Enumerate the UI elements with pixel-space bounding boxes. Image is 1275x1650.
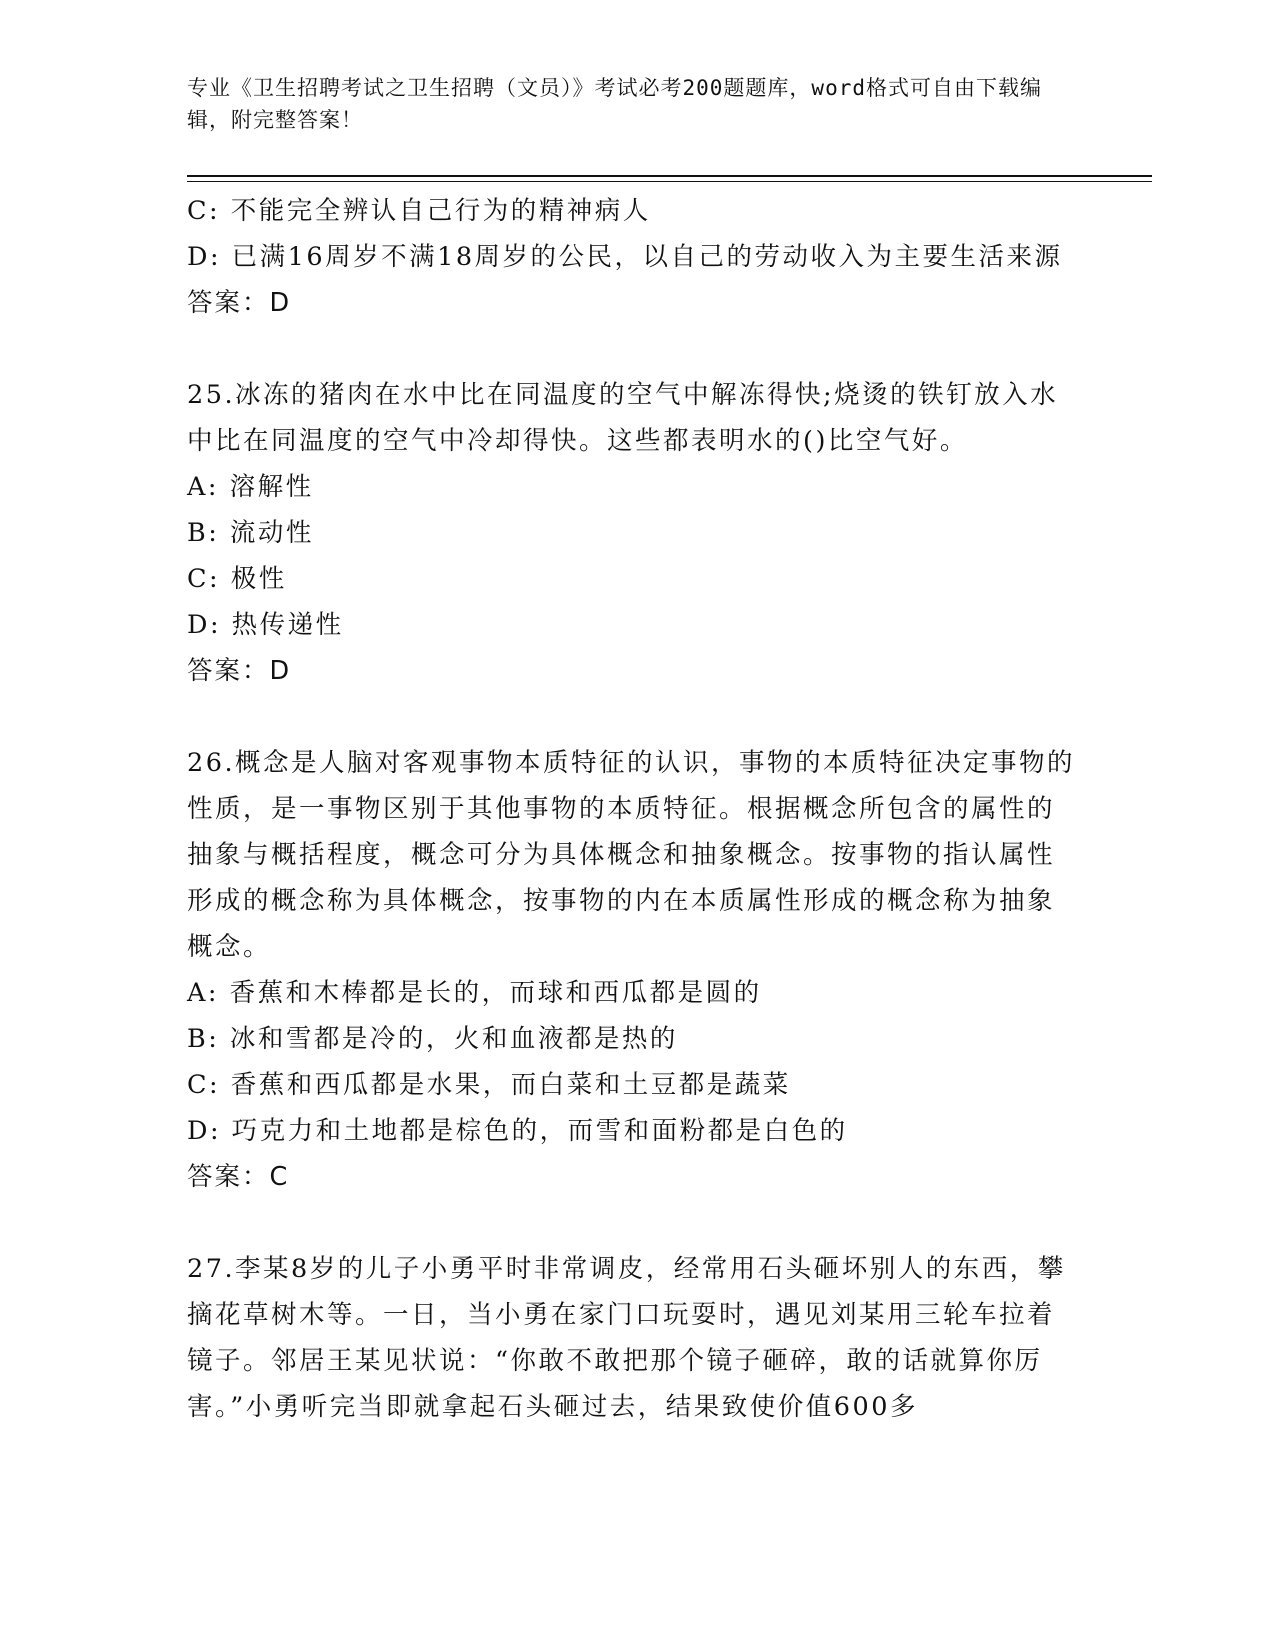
q26-option-a: A: 香蕉和木棒都是长的，而球和西瓜都是圆的 — [187, 978, 762, 1008]
q27-stem: 27.李某8岁的儿子小勇平时非常调皮，经常用石头砸坏别人的东西，攀摘花草树木等。一日，当小勇在家门口玩耍时，遇见刘某用三轮车拉着镜子。邻居王某见状说：“你敢不敢把那个镜子砸碎，敢的话就算你厉害。”小勇听完当即就拿起石头砸过去，结果致使价值600多 — [187, 1254, 1066, 1422]
q24-answer: 答案：D — [187, 288, 292, 318]
question-content — [187, 188, 1077, 1430]
q25-option-c: C: 极性 — [187, 564, 287, 594]
q26-option-c: C: 香蕉和西瓜都是水果，而白菜和土豆都是蔬菜 — [187, 1070, 791, 1100]
q26-option-b: B: 冰和雪都是冷的，火和血液都是热的 — [187, 1024, 678, 1054]
q24-option-d: D: 已满16周岁不满18周岁的公民，以自己的劳动收入为主要生活来源 — [187, 242, 1063, 272]
header-rule-thin — [187, 181, 1152, 182]
q26-stem: 26.概念是人脑对客观事物本质特征的认识，事物的本质特征决定事物的性质，是一事物区别于其他事物的本质特征。根据概念所包含的属性的抽象与概括程度，概念可分为具体概念和抽象概念。按事物的指认属性形成的概念称为具体概念，按事物的内在本质属性形成的概念称为抽象概念。 — [187, 748, 1076, 962]
q25-option-a: A: 溶解性 — [187, 472, 314, 502]
spacer — [187, 1200, 1077, 1246]
spacer — [187, 694, 1077, 740]
header-rule-thick — [187, 175, 1152, 177]
q25-option-b: B: 流动性 — [187, 518, 314, 548]
q26-answer: 答案：C — [187, 1162, 290, 1192]
q26-option-d: D: 巧克力和土地都是棕色的，而雪和面粉都是白色的 — [187, 1116, 848, 1146]
document-header-title: 专业《卫生招聘考试之卫生招聘（文员）》考试必考200题题库，word格式可自由下载编辑，附完整答案！ — [187, 76, 1042, 132]
q25-stem: 25.冰冻的猪肉在水中比在同温度的空气中解冻得快;烧烫的铁钉放入水中比在同温度的空气中冷却得快。这些都表明水的()比空气好。 — [187, 380, 1059, 456]
q24-option-c: C: 不能完全辨认自己行为的精神病人 — [187, 196, 651, 226]
spacer — [187, 326, 1077, 372]
q25-answer: 答案：D — [187, 656, 292, 686]
q25-option-d: D: 热传递性 — [187, 610, 344, 640]
